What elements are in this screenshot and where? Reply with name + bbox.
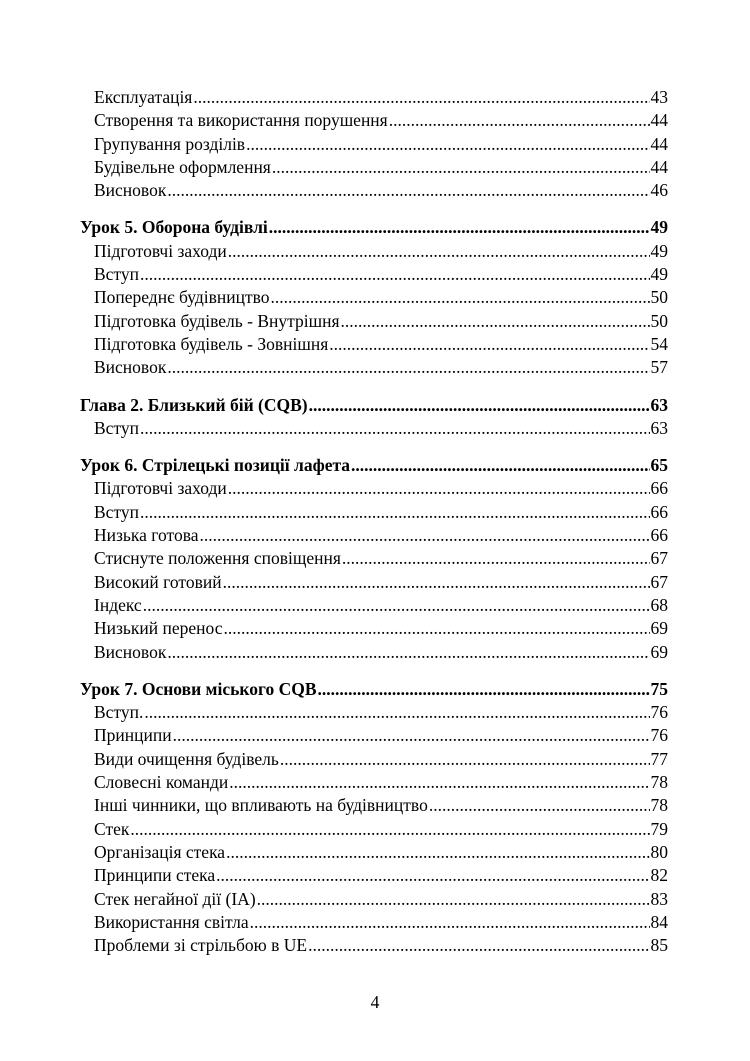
toc-chapter-entry [80, 394, 668, 417]
dot-leader [216, 864, 649, 887]
toc-entry-page: 49 [650, 264, 668, 285]
toc-entry-title: Стиснуте положення сповіщення [94, 548, 341, 569]
toc-entry-page: 66 [650, 501, 668, 522]
toc-entry [80, 794, 668, 817]
dot-leader [144, 701, 649, 724]
toc-entry-page: 49 [650, 217, 668, 238]
toc-entry [80, 724, 668, 747]
toc-entry-title: Урок 7. Основи міського CQB [80, 678, 317, 699]
toc-entry-title: Глава 2. Близький бій (CQB) [80, 394, 308, 415]
dot-leader [143, 594, 650, 617]
toc-entry-page: 80 [650, 841, 668, 862]
toc-entry-page: 67 [650, 571, 668, 592]
toc-entry [80, 748, 668, 771]
toc-entry-title: Урок 6. Стрілецькі позиції лафета [80, 455, 351, 476]
toc-entry-title: Проблеми зі стрільбою в UE [94, 935, 308, 956]
toc-entry [80, 771, 668, 794]
toc-entry-title: Принципи [94, 725, 172, 746]
toc-entry [80, 263, 668, 286]
dot-leader [223, 617, 649, 640]
table-of-contents [80, 86, 668, 957]
dot-leader [226, 841, 649, 864]
dot-leader [429, 794, 650, 817]
toc-entry-title: Види очищення будівель [94, 748, 279, 769]
dot-leader [140, 417, 650, 440]
toc-entry-page: 69 [650, 641, 668, 662]
toc-entry [80, 333, 668, 356]
toc-entry-page: 68 [650, 594, 668, 615]
toc-entry [80, 818, 668, 841]
toc-entry-title: Висновок [94, 180, 167, 201]
dot-leader [200, 524, 650, 547]
toc-chapter-entry [80, 454, 668, 477]
dot-leader [140, 263, 650, 286]
toc-entry [80, 641, 668, 664]
dot-leader [173, 724, 650, 747]
toc-entry-title: Створення та використання порушення [94, 110, 388, 131]
dot-leader [223, 571, 650, 594]
toc-entry [80, 356, 668, 379]
toc-entry-page: 50 [650, 310, 668, 331]
toc-entry [80, 617, 668, 640]
toc-entry [80, 934, 668, 957]
toc-entry-title: Використання світла [94, 911, 249, 932]
toc-chapter-entry [80, 678, 668, 701]
dot-leader [167, 356, 649, 379]
toc-entry-page: 49 [650, 240, 668, 261]
toc-entry-page: 82 [650, 865, 668, 886]
toc-entry [80, 86, 668, 109]
toc-entry-title: Низький перенос [94, 618, 223, 639]
toc-entry-page: 50 [650, 287, 668, 308]
toc-entry-title: Індекс [94, 594, 142, 615]
toc-entry-page: 78 [650, 795, 668, 816]
toc-entry-page: 76 [650, 702, 668, 723]
toc-entry-page: 79 [650, 818, 668, 839]
toc-entry [80, 888, 668, 911]
toc-entry [80, 179, 668, 202]
toc-entry-page: 85 [650, 935, 668, 956]
toc-entry [80, 156, 668, 179]
dot-leader [229, 771, 649, 794]
toc-entry-title: Підготовчі заходи [94, 478, 227, 499]
toc-entry-title: Словесні команди [94, 772, 229, 793]
dot-leader [309, 394, 650, 417]
dot-leader [167, 179, 649, 202]
toc-entry-page: 66 [650, 478, 668, 499]
dot-leader [341, 310, 650, 333]
toc-entry-title: Висновок [94, 357, 167, 378]
toc-entry-page: 76 [650, 725, 668, 746]
toc-entry-title: Вступ [94, 417, 139, 438]
toc-entry-page: 69 [650, 618, 668, 639]
toc-chapter-entry [80, 216, 668, 239]
toc-entry [80, 841, 668, 864]
dot-leader [272, 156, 650, 179]
toc-entry [80, 594, 668, 617]
toc-entry-page: 46 [650, 180, 668, 201]
toc-entry [80, 133, 668, 156]
toc-entry-title: Вступ. [94, 702, 144, 723]
toc-entry [80, 417, 668, 440]
toc-entry-title: Стек [94, 818, 130, 839]
toc-entry-page: 66 [650, 525, 668, 546]
toc-entry-title: Експлуатація [94, 87, 193, 107]
toc-entry-title: Стек негайної дії (IA) [94, 888, 256, 909]
dot-leader [329, 333, 649, 356]
toc-entry [80, 240, 668, 263]
dot-leader [342, 547, 650, 570]
dot-leader [318, 678, 650, 701]
toc-entry-title: Вступ [94, 501, 139, 522]
toc-entry [80, 477, 668, 500]
toc-entry-title: Вступ [94, 264, 139, 285]
toc-entry [80, 571, 668, 594]
toc-entry [80, 911, 668, 934]
toc-entry-page: 44 [650, 110, 668, 131]
dot-leader [130, 818, 649, 841]
toc-entry [80, 547, 668, 570]
dot-leader [351, 454, 649, 477]
toc-entry-title: Підготовчі заходи [94, 240, 227, 261]
toc-entry-title: Підготовка будівель - Зовнішня [94, 333, 329, 354]
toc-entry-page: 54 [650, 333, 668, 354]
page-number: 4 [370, 992, 380, 1012]
toc-entry [80, 310, 668, 333]
toc-entry-page: 57 [650, 357, 668, 378]
toc-entry [80, 524, 668, 547]
toc-entry-page: 43 [650, 87, 668, 107]
toc-entry-title: Принципи стека [94, 865, 216, 886]
dot-leader [269, 216, 650, 239]
dot-leader [193, 86, 649, 109]
toc-entry [80, 286, 668, 309]
dot-leader [246, 133, 649, 156]
toc-entry-page: 63 [650, 417, 668, 438]
dot-leader [228, 240, 650, 263]
dot-leader [389, 109, 650, 132]
toc-entry-page: 63 [650, 394, 668, 415]
toc-entry-page: 78 [650, 772, 668, 793]
toc-entry-page: 84 [650, 911, 668, 932]
toc-entry [80, 864, 668, 887]
toc-entry-page: 65 [650, 455, 668, 476]
dot-leader [228, 477, 650, 500]
toc-entry [80, 109, 668, 132]
toc-entry-page: 67 [650, 548, 668, 569]
dot-leader [308, 934, 649, 957]
toc-entry-title: Висновок [94, 641, 167, 662]
dot-leader [280, 748, 650, 771]
toc-entry-title: Урок 5. Оборона будівлі [80, 217, 268, 238]
toc-entry-title: Групування розділів [94, 133, 246, 154]
toc-entry-page: 77 [650, 748, 668, 769]
toc-entry-title: Попереднє будівництво [94, 287, 270, 308]
toc-entry-page: 75 [650, 678, 668, 699]
dot-leader [140, 501, 650, 524]
toc-entry-page: 83 [650, 888, 668, 909]
toc-entry-title: Високий готовий [94, 571, 222, 592]
toc-entry [80, 501, 668, 524]
toc-entry-page: 44 [650, 156, 668, 177]
dot-leader [257, 888, 650, 911]
toc-entry-title: Будівельне оформлення [94, 156, 271, 177]
dot-leader [250, 911, 650, 934]
toc-entry-page: 44 [650, 133, 668, 154]
dot-leader [167, 641, 649, 664]
toc-entry-title: Підготовка будівель - Внутрішня [94, 310, 340, 331]
toc-entry-title: Інші чинники, що впливають на будівництво [94, 795, 428, 816]
toc-entry-title: Низька готова [94, 525, 199, 546]
toc-entry-title: Організація стека [94, 841, 226, 862]
dot-leader [271, 286, 650, 309]
toc-entry [80, 701, 668, 724]
